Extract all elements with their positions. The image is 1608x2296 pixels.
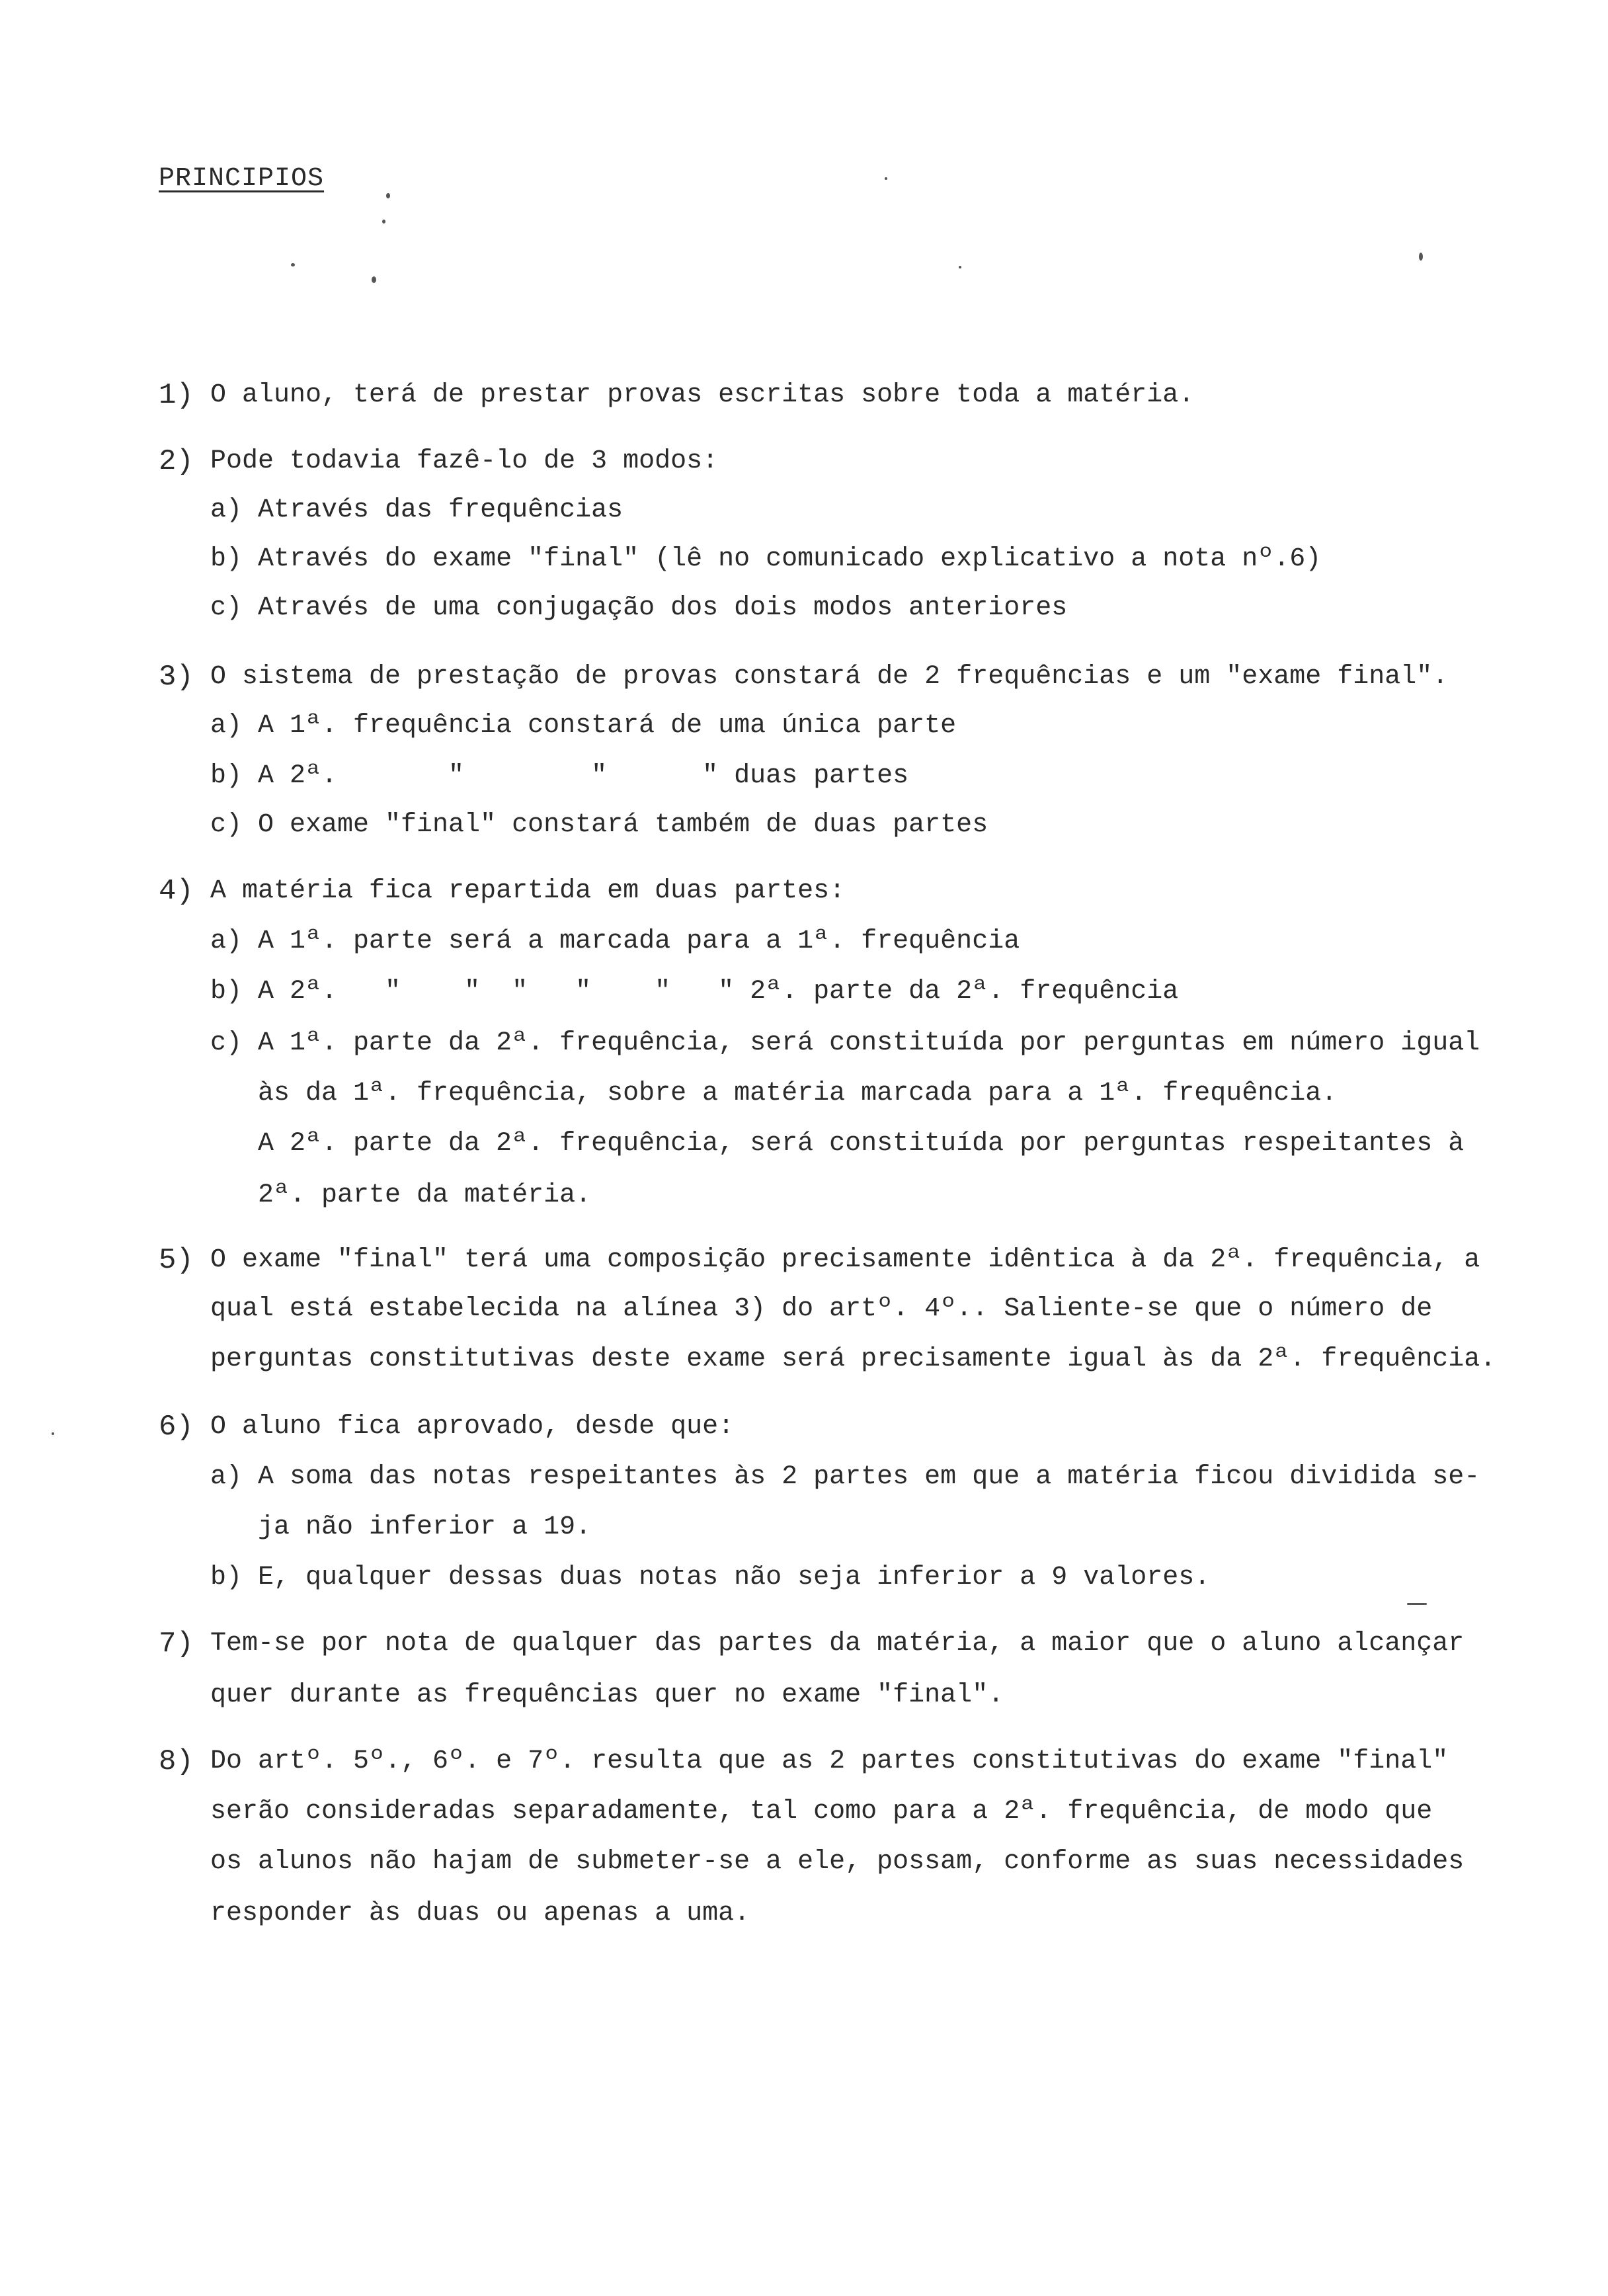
item-8-number: 8): [159, 1745, 194, 1778]
item-4-line-2: a) A 1ª. parte será a marcada para a 1ª. frequência: [210, 926, 1020, 956]
item-4-line-1: A matéria fica repartida em duas partes:: [210, 876, 846, 906]
scan-speck: [1407, 1603, 1427, 1605]
item-2-line-2: a) Através das frequências: [210, 495, 623, 525]
item-5-line-1: O exame "final" terá uma composição precisamente idêntica à da 2ª. frequência, a: [210, 1245, 1480, 1275]
item-2-line-1: Pode todavia fazê-lo de 3 modos:: [210, 446, 719, 476]
item-1-line-1: O aluno, terá de prestar provas escritas sobre toda a matéria.: [210, 380, 1195, 410]
item-6-number: 6): [159, 1411, 194, 1444]
scan-speck: [52, 1432, 54, 1435]
scan-speck: [885, 177, 887, 180]
item-7-line-1: Tem-se por nota de qualquer das partes da matéria, a maior que o aluno alcançar: [210, 1629, 1465, 1659]
item-4-line-6: A 2ª. parte da 2ª. frequência, será constituída por perguntas respeitantes à: [258, 1129, 1465, 1159]
scan-speck: [386, 193, 390, 198]
item-3-line-2: a) A 1ª. frequência constará de uma única parte: [210, 711, 957, 741]
item-6-line-1: O aluno fica aprovado, desde que:: [210, 1412, 735, 1442]
item-6-line-3: ja não inferior a 19.: [258, 1512, 592, 1542]
item-3-number: 3): [159, 661, 194, 694]
item-3-line-4: c) O exame "final" constará também de duas partes: [210, 810, 988, 840]
item-4-line-5: às da 1ª. frequência, sobre a matéria marcada para a 1ª. frequência.: [258, 1079, 1338, 1108]
item-8-line-2: serão consideradas separadamente, tal como para a 2ª. frequência, de modo que: [210, 1797, 1433, 1826]
scan-speck: [1419, 253, 1423, 261]
scan-speck: [382, 220, 385, 224]
item-6-line-2: a) A soma das notas respeitantes às 2 partes em que a matéria ficou dividida se-: [210, 1462, 1480, 1492]
item-5-line-3: perguntas constitutivas deste exame será precisamente igual às da 2ª. frequência.: [210, 1344, 1496, 1374]
item-2-number: 2): [159, 445, 194, 478]
scan-speck: [291, 263, 295, 266]
item-5-number: 5): [159, 1244, 194, 1277]
item-8-line-3: os alunos não hajam de submeter-se a ele, possam, conforme as suas necessidades: [210, 1847, 1465, 1877]
item-2-line-4: c) Através de uma conjugação dos dois modos anteriores: [210, 593, 1068, 623]
item-8-line-1: Do artº. 5º., 6º. e 7º. resulta que as 2 partes constitutivas do exame "final": [210, 1746, 1449, 1776]
item-4-number: 4): [159, 875, 194, 908]
scan-speck: [959, 266, 961, 268]
item-6-line-4: b) E, qualquer dessas duas notas não seja inferior a 9 valores.: [210, 1563, 1211, 1592]
item-4-line-3: b) A 2ª. " " " " " " 2ª. parte da 2ª. frequência: [210, 977, 1179, 1006]
item-7-number: 7): [159, 1627, 194, 1660]
item-4-line-4: c) A 1ª. parte da 2ª. frequência, será constituída por perguntas em número igual: [210, 1028, 1480, 1058]
page-title: PRINCIPIOS: [159, 164, 325, 194]
item-3-line-3: b) A 2ª. " " " duas partes: [210, 761, 909, 791]
item-8-line-4: responder às duas ou apenas a uma.: [210, 1899, 750, 1928]
item-7-line-2: quer durante as frequências quer no exame "final".: [210, 1680, 1004, 1710]
scan-speck: [372, 276, 376, 283]
item-3-line-1: O sistema de prestação de provas constará de 2 frequências e um "exame final".: [210, 662, 1449, 692]
item-1-number: 1): [159, 379, 194, 412]
item-2-line-3: b) Através do exame "final" (lê no comunicado explicativo a nota nº.6): [210, 544, 1322, 574]
item-4-line-7: 2ª. parte da matéria.: [258, 1180, 592, 1210]
item-5-line-2: qual está estabelecida na alínea 3) do artº. 4º.. Saliente-se que o número de: [210, 1294, 1433, 1324]
